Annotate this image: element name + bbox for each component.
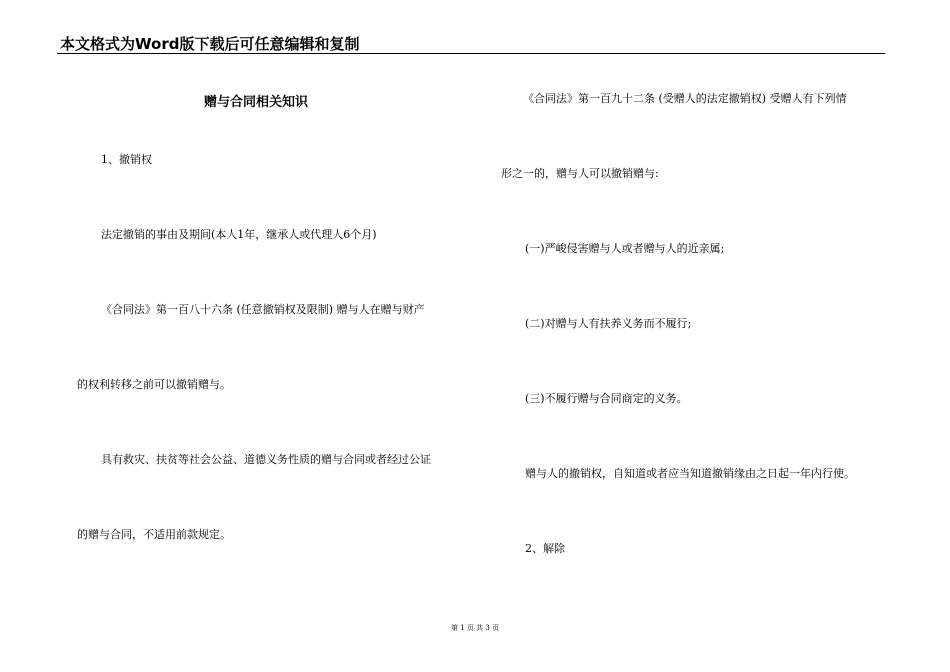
right-paragraph-2: 形之一的，赠与人可以撤销赠与: [501,167,659,180]
page-number: 第 1 页 共 3 页 [450,624,500,632]
right-paragraph-6: 赠与人的撤销权，自知道或者应当知道撤销缘由之日起一年内行使。 [525,467,855,480]
right-paragraph-4: (二)对赠与人有扶养义务而不履行; [525,317,692,330]
left-paragraph-5: 具有救灾、扶贫等社会公益、道德义务性质的赠与合同或者经过公证 [101,453,431,466]
page-title: 赠与合同相关知识 [204,95,309,110]
left-paragraph-4: 的权利转移之前可以撤销赠与。 [77,378,231,391]
header-divider [57,53,885,54]
left-paragraph-3: 《合同法》第一百八十六条 (任意撤销权及限制) 赠与人在赠与财产 [101,303,425,316]
left-paragraph-2: 法定撤销的事由及期间(本人1年，继承人或代理人6个月) [101,228,377,241]
header-banner: 本文格式为Word版下载后可任意编辑和复制 [60,35,360,53]
left-paragraph-1: 1、撤销权 [101,153,152,166]
left-paragraph-6: 的赠与合同，不适用前款规定。 [77,528,231,541]
right-paragraph-7: 2、解除 [525,542,565,555]
right-paragraph-5: (三)不履行赠与合同商定的义务。 [525,392,688,405]
right-paragraph-3: (一)严峻侵害赠与人或者赠与人的近亲属; [525,242,725,255]
right-paragraph-1: 《合同法》第一百九十二条 (受赠人的法定撤销权) 受赠人有下列情 [523,92,847,105]
